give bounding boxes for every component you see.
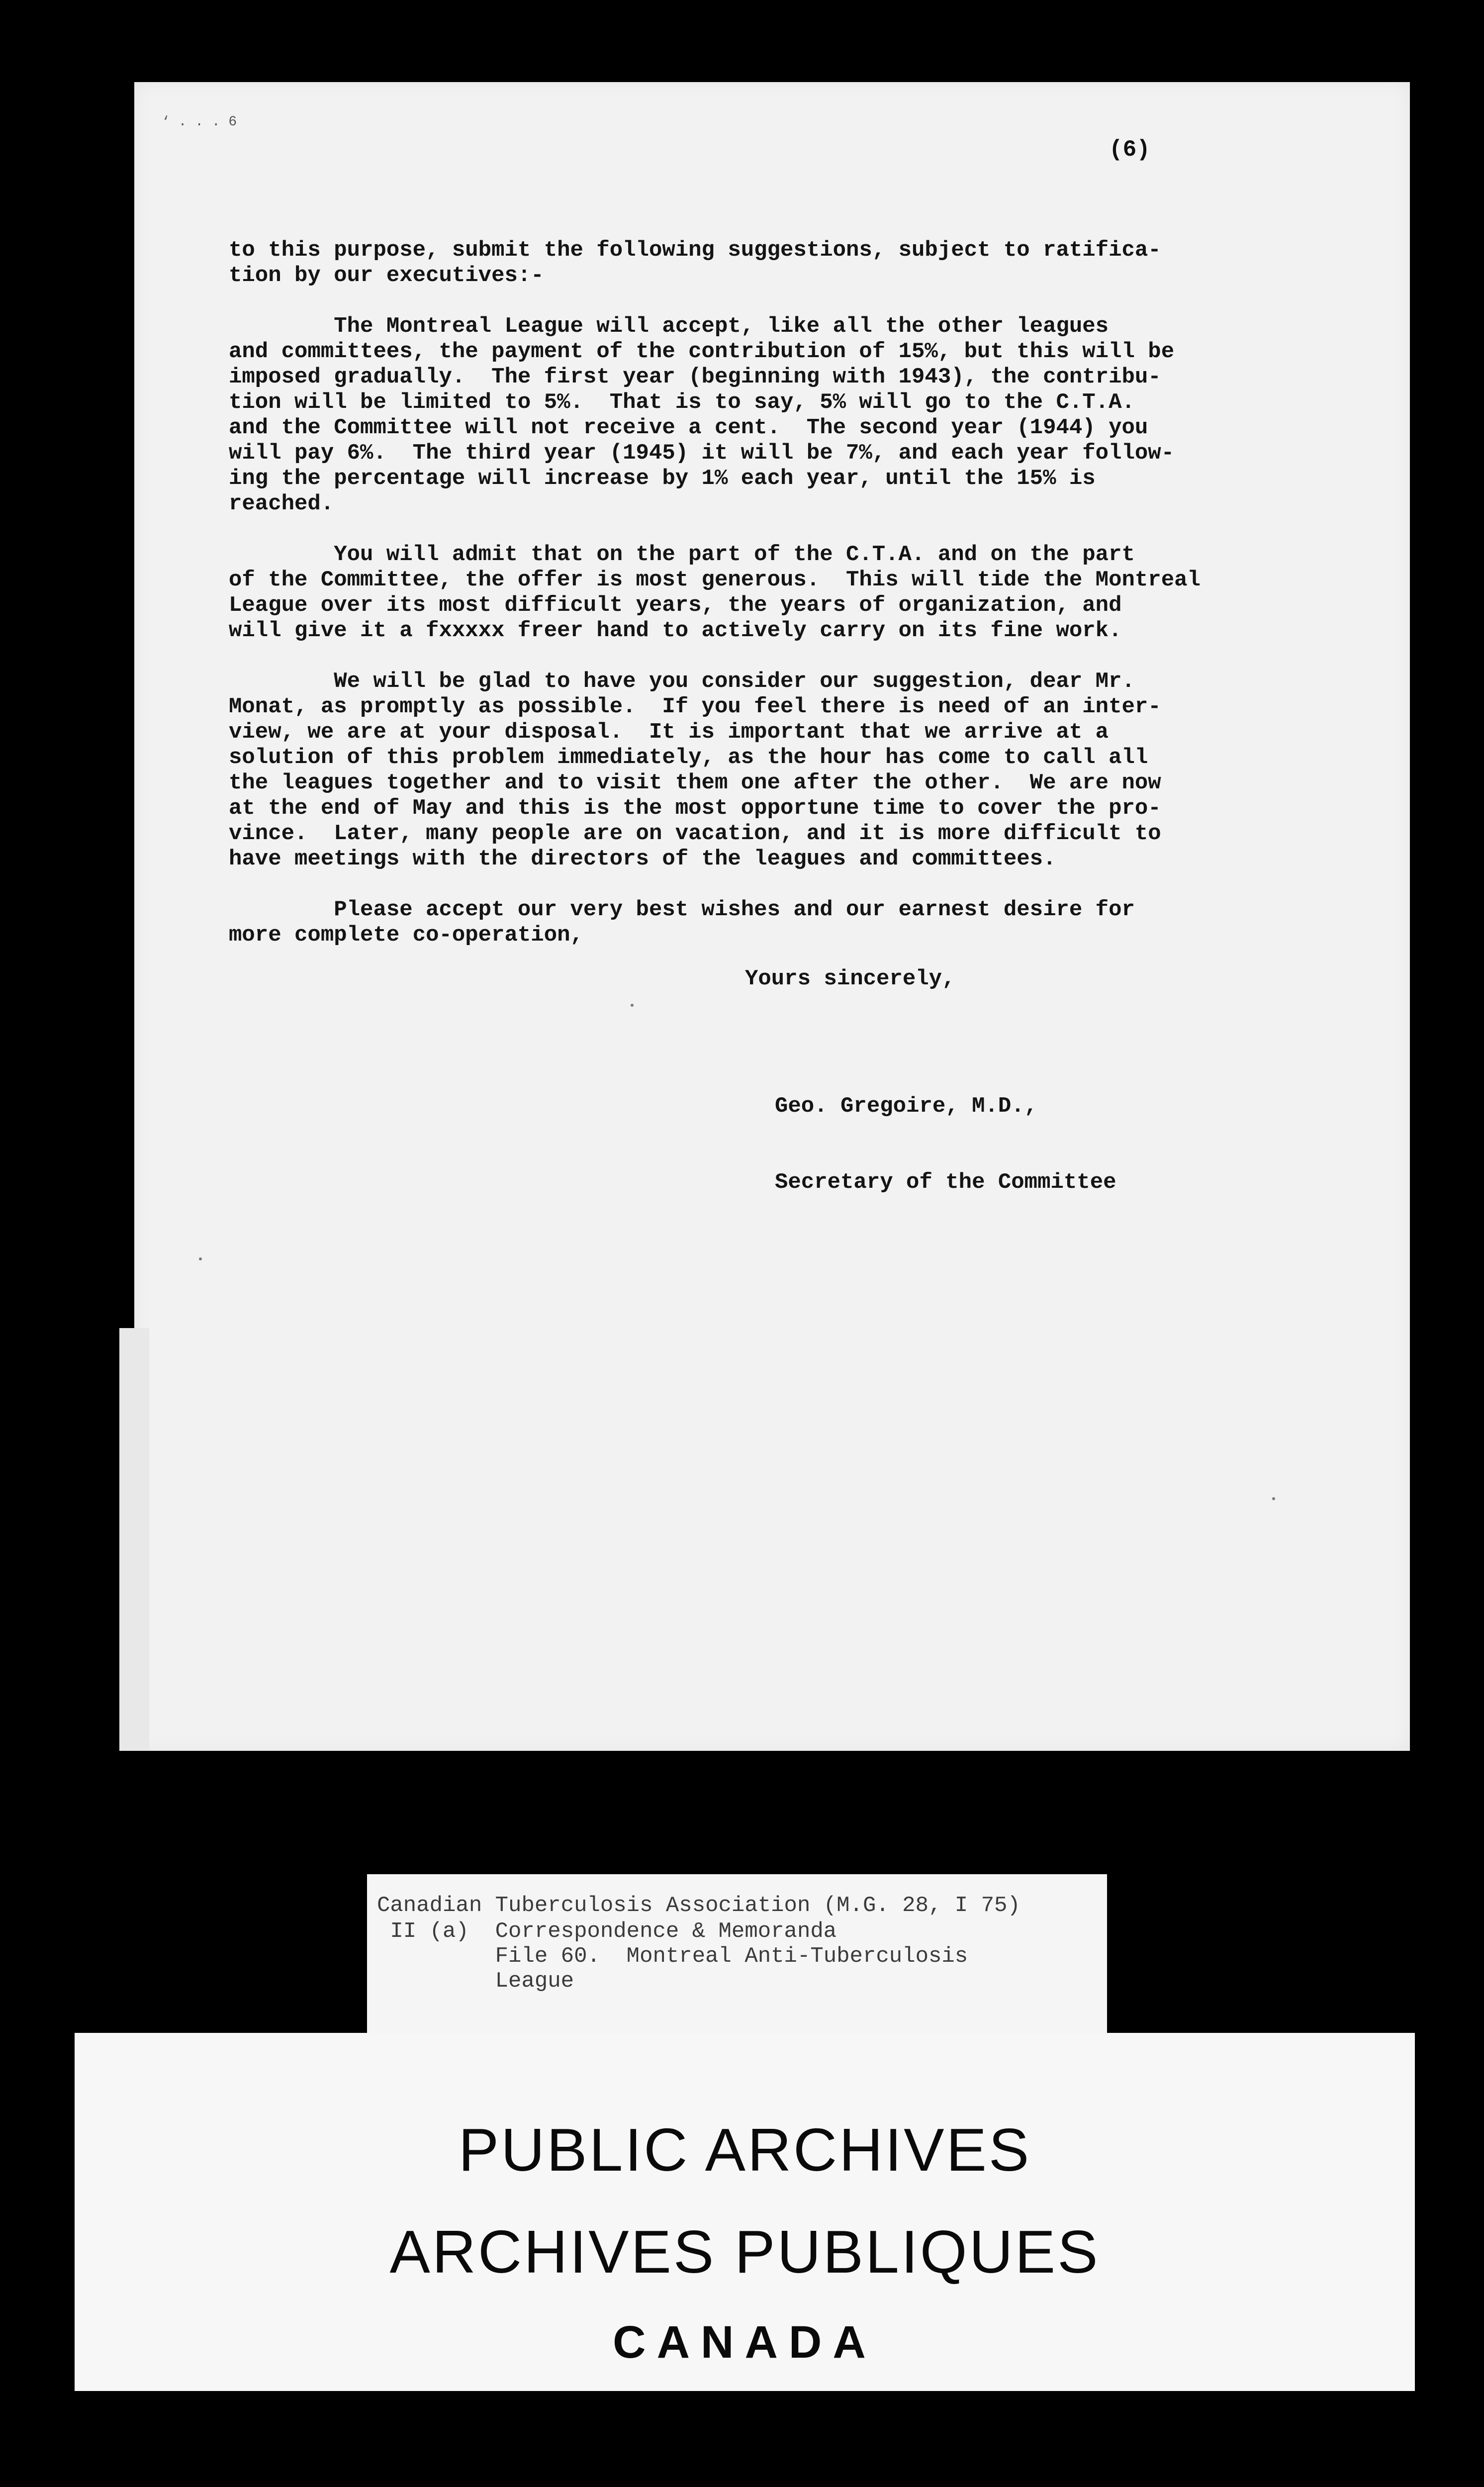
archive-label-line-1: Canadian Tuberculosis Association (M.G. 28, I 75) xyxy=(377,1893,1020,1918)
text-line: vince. Later, many people are on vacation, and it is more difficult to xyxy=(229,821,1161,846)
speck xyxy=(199,1257,202,1260)
text-line: League over its most difficult years, the years of organization, and xyxy=(229,593,1122,618)
page-number: (6) xyxy=(1109,137,1150,163)
text-line: tion by our executives:- xyxy=(229,263,544,288)
text-line: Monat, as promptly as possible. If you feel there is need of an inter- xyxy=(229,694,1161,719)
text-line: have meetings with the directors of the leagues and committees. xyxy=(229,847,1056,871)
text-line: Please accept our very best wishes and our earnest desire for xyxy=(229,897,1135,922)
page-fold-edge xyxy=(119,1328,149,1751)
corner-mark: ‘ . . . 6 xyxy=(162,114,237,130)
paragraph-5 xyxy=(229,897,1353,948)
archive-reference-label xyxy=(367,1874,1107,2034)
letter-body xyxy=(229,238,1353,948)
text-line: We will be glad to have you consider our suggestion, dear Mr. xyxy=(229,669,1135,694)
text-line: reached. xyxy=(229,491,334,516)
speck xyxy=(1272,1497,1275,1500)
text-line: solution of this problem immediately, as the hour has come to call all xyxy=(229,745,1148,770)
banner-english-title: PUBLIC ARCHIVES xyxy=(458,2116,1031,2184)
text-line: The Montreal League will accept, like all the other leagues xyxy=(229,314,1109,339)
paragraph-3 xyxy=(229,542,1353,644)
text-line: view, we are at your disposal. It is important that we arrive at a xyxy=(229,720,1109,745)
text-line: will pay 6%. The third year (1945) it will be 7%, and each year follow- xyxy=(229,441,1175,466)
text-line: and committees, the payment of the contribution of 15%, but this will be xyxy=(229,339,1175,364)
banner-french-title: ARCHIVES PUBLIQUES xyxy=(389,2218,1100,2286)
text-line: of the Committee, the offer is most generous. This will tide the Montreal xyxy=(229,568,1201,592)
signature-name: Geo. Gregoire, M.D., xyxy=(775,1094,1038,1119)
text-line: You will admit that on the part of the C.T.A. and on the part xyxy=(229,542,1135,567)
paragraph-1 xyxy=(229,238,1353,288)
text-line: at the end of May and this is the most opportune time to cover the pro- xyxy=(229,796,1161,821)
text-line: and the Committee will not receive a cent. The second year (1944) you xyxy=(229,415,1148,440)
closing-salutation: Yours sincerely, xyxy=(745,966,955,991)
paragraph-4 xyxy=(229,669,1353,872)
speck xyxy=(631,1004,634,1007)
signature-title: Secretary of the Committee xyxy=(775,1170,1116,1195)
text-line: more complete co-operation, xyxy=(229,923,583,948)
text-line: imposed gradually. The first year (beginning with 1943), the contribu- xyxy=(229,365,1161,389)
public-archives-banner xyxy=(75,2033,1415,2391)
paragraph-2 xyxy=(229,314,1353,517)
text-line: the leagues together and to visit them one after the other. We are now xyxy=(229,770,1161,795)
banner-country: CANADA xyxy=(613,2317,877,2368)
archive-label-line-2: II (a) Correspondence & Memoranda xyxy=(377,1919,837,1944)
text-line: tion will be limited to 5%. That is to say, 5% will go to the C.T.A. xyxy=(229,390,1135,415)
archive-label-line-3: File 60. Montreal Anti-Tuberculosis xyxy=(377,1944,968,1969)
text-line: to this purpose, submit the following suggestions, subject to ratifica- xyxy=(229,238,1161,263)
archive-label-line-4: League xyxy=(377,1969,574,1994)
text-line: will give it a fxxxxx freer hand to actively carry on its fine work. xyxy=(229,618,1122,643)
signature-block xyxy=(775,1043,1116,1221)
text-line: ing the percentage will increase by 1% each year, until the 15% is xyxy=(229,466,1096,491)
